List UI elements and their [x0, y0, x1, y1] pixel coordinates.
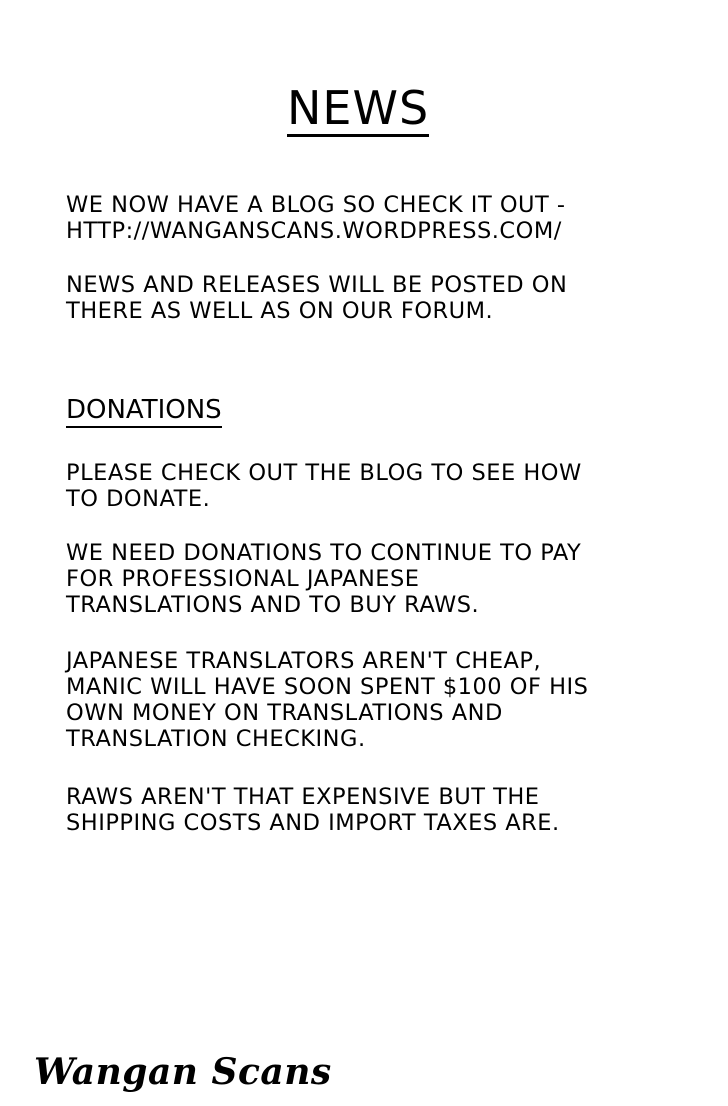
text-line: FOR PROFESSIONAL JAPANESE — [66, 566, 420, 592]
text-line: WE NOW HAVE A BLOG SO CHECK IT OUT - — [66, 192, 566, 218]
text-line: SHIPPING COSTS AND IMPORT TAXES ARE. — [66, 810, 560, 836]
text-line: MANIC WILL HAVE SOON SPENT $100 OF HIS — [66, 674, 589, 700]
text-line: RAWS AREN'T THAT EXPENSIVE BUT THE — [66, 784, 540, 810]
text-line: PLEASE CHECK OUT THE BLOG TO SEE HOW — [66, 460, 582, 486]
text-line: TRANSLATION CHECKING. — [66, 726, 366, 752]
donations-translators-paragraph — [66, 648, 588, 752]
news-blog-paragraph — [66, 192, 566, 244]
text-line: JAPANESE TRANSLATORS AREN'T CHEAP, — [66, 648, 542, 674]
donations-raws-paragraph — [66, 784, 560, 836]
text-line: NEWS AND RELEASES WILL BE POSTED ON — [66, 272, 568, 298]
group-signature: Wangan Scans — [34, 1051, 332, 1093]
news-heading: NEWS — [287, 81, 430, 135]
news-releases-paragraph — [66, 272, 567, 324]
text-line: THERE AS WELL AS ON OUR FORUM. — [66, 298, 494, 324]
text-line: TRANSLATIONS AND TO BUY RAWS. — [66, 592, 480, 618]
blog-url-text: HTTP://WANGANSCANS.WORDPRESS.COM/ — [66, 218, 562, 244]
text-line: TO DONATE. — [66, 486, 211, 512]
text-line: OWN MONEY ON TRANSLATIONS AND — [66, 700, 503, 726]
donations-heading: DONATIONS — [66, 394, 222, 428]
donations-need-paragraph — [66, 540, 581, 618]
donations-how-paragraph — [66, 460, 582, 512]
text-line: WE NEED DONATIONS TO CONTINUE TO PAY — [66, 540, 582, 566]
